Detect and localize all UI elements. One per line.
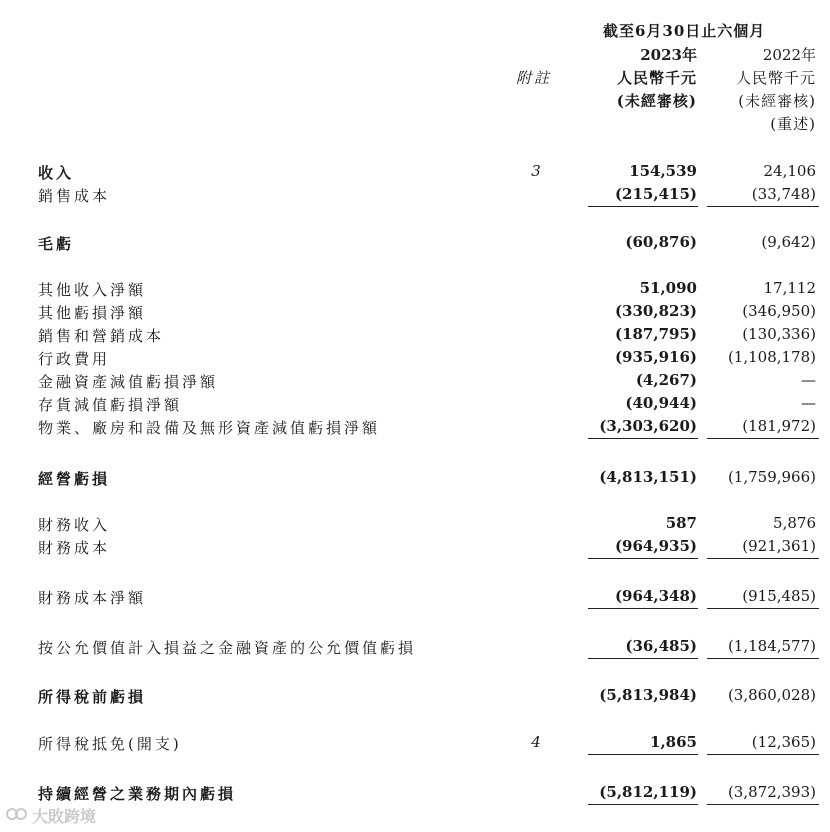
- row-fair-value-loss: [0, 637, 830, 659]
- row-income-tax: [0, 733, 830, 755]
- row-finance-costs: [0, 537, 830, 559]
- status-2022-header: (未經審核): [738, 92, 816, 110]
- row-label: 其他收入淨額: [38, 281, 147, 299]
- row-label: 所得稅前虧損: [38, 688, 147, 706]
- value-2023: (4,813,151): [599, 468, 697, 486]
- value-2023: (4,267): [635, 371, 697, 389]
- value-2023: (36,485): [625, 637, 697, 655]
- row-label: 行政費用: [38, 350, 111, 368]
- row-note: 4: [531, 733, 541, 751]
- value-2022: (181,972): [742, 417, 816, 435]
- currency-2022-header: 人民幣千元: [735, 69, 816, 87]
- row-label: 物業、廠房和設備及無形資產減值虧損淨額: [38, 419, 381, 437]
- value-2023: (330,823): [614, 302, 697, 320]
- underline-2023: [588, 658, 698, 659]
- row-loss-before-tax: [0, 686, 830, 708]
- value-2022: (33,748): [751, 185, 816, 203]
- value-2022: (1,108,178): [727, 348, 816, 366]
- value-2022: (346,950): [742, 302, 816, 320]
- year-2023-header: 2023年: [640, 46, 697, 64]
- row-label: 收入: [38, 164, 75, 182]
- row-other-income: [0, 279, 830, 301]
- underline-2022: [707, 608, 819, 609]
- underline-2022: [707, 206, 819, 207]
- row-label: 按公允價值計入損益之金融資產的公允價值虧損: [38, 639, 417, 657]
- value-2022: (12,365): [751, 733, 816, 751]
- row-selling-marketing: [0, 325, 830, 347]
- row-loss-for-period: [0, 783, 830, 805]
- row-financial-asset-impairment: [0, 371, 830, 393]
- value-2023: (60,876): [625, 233, 697, 251]
- row-other-losses: [0, 302, 830, 324]
- value-2022: (1,184,577): [727, 637, 816, 655]
- row-admin-expenses: [0, 348, 830, 370]
- row-label: 財務成本: [38, 539, 111, 557]
- underline-2022: [707, 754, 819, 755]
- row-label: 銷售和營銷成本: [38, 327, 165, 345]
- value-2022: —: [801, 371, 816, 389]
- row-label: 持續經營之業務期內虧損: [38, 785, 237, 803]
- underline-2022: [707, 558, 819, 559]
- value-2022: (915,485): [742, 587, 816, 605]
- row-label: 毛虧: [38, 235, 75, 253]
- currency-2023-header: 人民幣千元: [616, 69, 697, 87]
- value-2022: (3,872,393): [727, 783, 816, 801]
- status-2023-header: (未經審核): [616, 92, 697, 110]
- row-operating-loss: [0, 468, 830, 490]
- row-label: 其他虧損淨額: [38, 304, 147, 322]
- row-cost-of-sales: [0, 185, 830, 207]
- watermark-text: 大敗跨境: [32, 807, 97, 826]
- underline-2023: [588, 206, 698, 207]
- value-2023: 1,865: [650, 733, 697, 751]
- underline-2023: [588, 558, 698, 559]
- value-2022: —: [801, 394, 816, 412]
- value-2022: (130,336): [742, 325, 816, 343]
- underline-2022: [707, 438, 819, 439]
- row-gross-loss: [0, 233, 830, 255]
- value-2023: (964,348): [614, 587, 697, 605]
- row-label: 所得稅抵免(開支): [38, 735, 182, 753]
- row-label: 存貨減值虧損淨額: [38, 396, 183, 414]
- value-2022: (9,642): [761, 233, 816, 251]
- value-2023: (5,813,984): [599, 686, 697, 704]
- row-net-finance-costs: [0, 587, 830, 609]
- row-label: 財務收入: [38, 516, 111, 534]
- value-2022: 24,106: [763, 162, 816, 180]
- value-2022: (1,759,966): [727, 468, 816, 486]
- value-2022: (3,860,028): [727, 686, 816, 704]
- restated-2022-header: (重述): [770, 115, 816, 133]
- period-header: 截至6月30日止六個月: [603, 22, 766, 40]
- logo-icon: [6, 806, 28, 826]
- watermark: [6, 804, 96, 827]
- value-2023: (964,935): [614, 537, 697, 555]
- underline-2022: [707, 804, 819, 805]
- value-2023: 587: [665, 514, 697, 532]
- value-2022: 17,112: [763, 279, 816, 297]
- value-2023: (3,303,620): [599, 417, 697, 435]
- row-finance-income: [0, 514, 830, 536]
- value-2023: (187,795): [614, 325, 697, 343]
- value-2022: 5,876: [773, 514, 816, 532]
- underline-2023: [588, 608, 698, 609]
- note-column-header: 附註: [516, 69, 553, 87]
- underline-2023: [588, 754, 698, 755]
- value-2023: (40,944): [625, 394, 697, 412]
- value-2023: 154,539: [629, 162, 697, 180]
- row-label: 財務成本淨額: [38, 589, 147, 607]
- value-2023: (935,916): [614, 348, 697, 366]
- row-inventory-impairment: [0, 394, 830, 416]
- row-label: 金融資產減值虧損淨額: [38, 373, 219, 391]
- value-2023: (215,415): [614, 185, 697, 203]
- underline-2023: [588, 438, 698, 439]
- value-2023: (5,812,119): [599, 783, 697, 801]
- value-2023: 51,090: [639, 279, 697, 297]
- value-2022: (921,361): [742, 537, 816, 555]
- underline-2023: [588, 804, 698, 805]
- year-2022-header: 2022年: [762, 46, 816, 64]
- underline-2022: [707, 658, 819, 659]
- row-label: 銷售成本: [38, 187, 111, 205]
- row-label: 經營虧損: [38, 470, 111, 488]
- row-ppe-impairment: [0, 417, 830, 439]
- row-note: 3: [531, 162, 541, 180]
- row-revenue: [0, 162, 830, 184]
